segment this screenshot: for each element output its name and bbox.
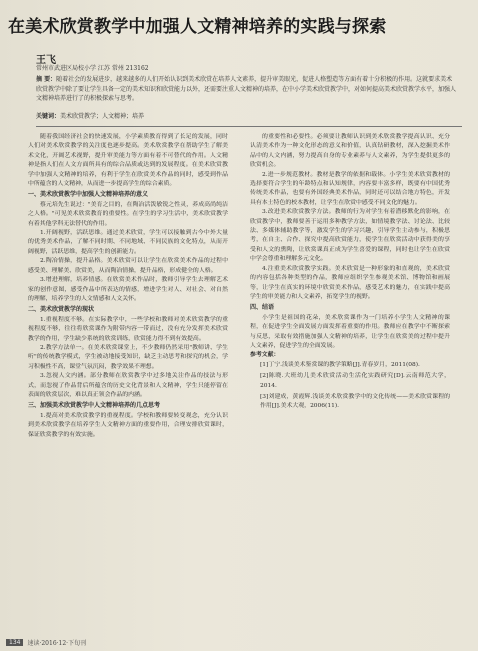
section-heading: 一、美术欣赏教学中加强人文精神培养的意义 — [28, 191, 149, 199]
journal-name: 速读·2016·12·下旬刊 — [27, 640, 87, 647]
section-heading: 三、加强美术欣赏教学中人文精神培养的几点思考 — [28, 402, 161, 410]
paragraph: 2.进一步规范教材。教材是教学的依据和载体。小学生美术欣赏教材的选择要符合学生的年龄特点和认知规律，内容要丰富多样，既要有中国优秀传统美术作品，也要有外国经典美术作品，同时还可以结合地方特色，开发具有本土特色的校本教材，让学生在欣赏中感受不同文化的魅力。 — [250, 171, 450, 206]
article-title: 在美术欣赏教学中加强人文精神培养的实践与探索 — [8, 17, 387, 37]
left-column — [28, 133, 228, 440]
abstract-text: 随着社会的发展进步，越来越多的人们开始认识到美术欣赏在培养人文素养，提升审美眼光，促进人格塑造等方面有着十分积极的作用。这就要求美术欣赏教学中除了要让学生具备一定的美术知识和欣赏能力以外，还需要注重人文精神的培养，在中小学美术欣赏教学中，对如何提高美术欣赏教学水平，加强人文精神培养进行了的积极探索与思考。 — [36, 76, 457, 103]
keywords — [36, 112, 456, 121]
page-number: 134 — [6, 639, 23, 646]
abstract — [36, 75, 456, 104]
paragraph: 2.教学方法单一。在美术欣赏课堂上，不少教师仍然采用"教师讲、学生听"的传统教学模式，学生被动地接受知识，缺乏主动思考和探究的机会，学习积极性不高，课堂气氛沉闷，教学效果不理想。 — [28, 344, 228, 370]
paragraph: 1.提高对美术欣赏教学的重视程度。学校和教师要转变观念，充分认识到美术欣赏教学在培养学生人文精神方面的重要作用，合理安排欣赏课时，保证欣赏教学的有效实施。 — [28, 412, 228, 438]
reference-item: [2]陈晓.大班幼儿美术欣赏活动生活化实践研究[D].云南师范大学，2014. — [260, 373, 450, 389]
references-heading: 参考文献： — [250, 352, 280, 359]
paragraph: 3.改进美术欣赏教学方法。教师的行为对学生有着潜移默化的影响，在欣赏教学中，教师要善于运用多种教学方法，如情境教学法、讨论法、比较法、多媒体辅助教学等，激发学生的学习兴趣，引导学生主动参与，积极思考，在自主、合作、探究中提高欣赏能力，使学生在欣赏活动中获得美的享受和人文的熏陶，让欣赏课真正成为学生喜爱的课程，同时也让学生在欣赏中学会尊重和理解多元文化。 — [250, 209, 450, 263]
header-divider — [36, 126, 462, 127]
paragraph: 小学生是祖国的花朵，美术欣赏课作为一门培养小学生人文精神的课程，在促进学生全面发展方面发挥着重要的作用。教师应在教学中不断探索与反思，采取有效措施加强人文精神的培养，让学生在欣赏美的过程中提升人文素养，促进学生的全面发展。 — [250, 314, 450, 349]
paragraph: 4.注重美术欣赏教学实践。美术欣赏是一种形象的和直观的，美术欣赏的内容包括各种类型的作品，教师应组织学生参观美术馆、博物馆和画展等，让学生在真实的环境中欣赏美术作品，感受艺术的魅力，在实践中提高学生的审美能力和人文素养，拓宽学生的视野。 — [250, 265, 450, 300]
paragraph: 的重要性和必要性。必须要让教师认识到美术欣赏教学提高认识、充分认清美术作为一种文化形态的意义和价值，认真钻研教材，深入挖掘美术作品中的人文内涵，努力提高自身的专业素养与人文素养，为学生提供更多的欣赏机会。 — [250, 134, 450, 169]
section-heading: 二、美术欣赏教学的现状 — [28, 306, 95, 314]
paragraph: 3.增进理解，培养情感。在欣赏美术作品时，教师引导学生去理解艺术家的创作意图，感受作品中所表达的情感，增进学生对人、对社会、对自然的理解，培养学生的人文情感和人文关怀。 — [28, 277, 228, 302]
paragraph: 蔡元培先生说过："美育之目的，在陶冶活泼敏锐之性灵，养成高尚纯洁之人格。"可见美术欣赏教育的重要性。在学生的学习生活中，美术欣赏教学有着其他学科无法替代的作用。 — [28, 201, 228, 227]
paragraph: 随着我国经济社会的快速发展，小学素质教育得到了长足的发展，同时人们对美术欣赏教学的关注度也逐步提高。美术欣赏教学在帮助学生了解美术文化，开阔艺术视野，提升审美能力等方面有着不可替代的作用。人文精神是指人们在人文方面所具有的综合品质或达到的发展程度。在美术欣赏教学中加强人文精神的培养，有利于学生在欣赏美术作品的同时，感受到作品中所蕴含的人文精神，从而进一步提高学生的综合素质。 — [28, 134, 228, 188]
paragraph: 2.陶冶情操，提升品格。美术欣赏可以让学生在欣赏美术作品的过程中感受美、理解美、欣赏美，从而陶冶情操，提升品格，形成健全的人格。 — [28, 258, 228, 274]
page-footer — [6, 638, 86, 647]
abstract-label: 摘 要： — [36, 76, 57, 83]
paragraph: 3.忽视人文内涵。部分教师在欣赏教学中过多地关注作品的技法与形式，而忽视了作品背后所蕴含的历史文化背景和人文精神，学生只能停留在表面的欣赏层次，难以真正领会作品的内涵。 — [28, 373, 228, 398]
reference-item: [1]丁宁.浅谈美术鉴赏课的教学策略[J].青春岁月，2011(08). — [260, 361, 420, 368]
keywords-text: 美术欣赏教学；人文精神；培养 — [60, 113, 145, 120]
keywords-label: 关键词： — [36, 113, 61, 120]
author-name: 王飞 — [36, 55, 56, 66]
reference-item: [3]刘建成，黄霞辉.浅谈美术欣赏教学中的文化传统——美术欣赏课程的作用[J].美术大观，2006(11). — [260, 393, 450, 410]
section-heading: 四、结语 — [250, 304, 275, 312]
paragraph: 1.开阔视野，活跃思维。通过美术欣赏，学生可以接触到古今中外大量的优秀美术作品，了解不同时期、不同地域、不同民族的文化特点，从而开阔视野，活跃思维，提高学生的创新能力。 — [28, 230, 228, 255]
author-affiliation: 常州市武进区局校小学 江苏 常州 213162 — [36, 65, 149, 72]
right-column — [250, 133, 450, 414]
paragraph: 1.重视程度不够。在实际教学中，一些学校和教师对美术欣赏教学的重视程度不够，往往将欣赏课作为附带内容一带而过，没有充分发挥美术欣赏教学的作用，学生缺少系统的欣赏训练，欣赏能力得不到有效提高。 — [28, 316, 228, 342]
